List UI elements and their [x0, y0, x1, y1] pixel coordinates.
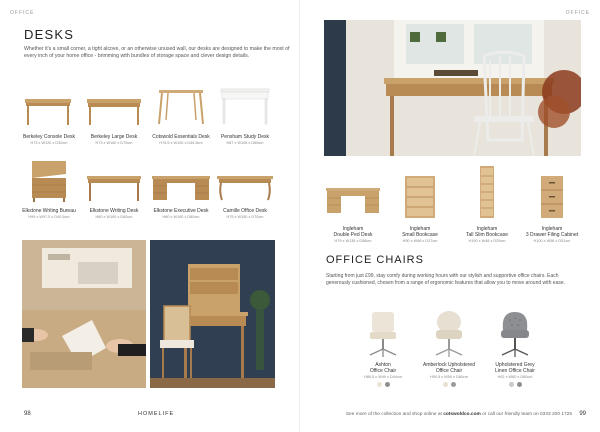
furniture-image — [452, 166, 522, 224]
product-cotswold-essentials[interactable] — [146, 84, 216, 145]
desks-intro: Whether it's a small corner, a tight alcove, or an otherwise unused wall, our desks are designed to make the most of every inch of your home office - brimming with bundles of storage space and clever design details. — [24, 46, 290, 59]
swatch-grey[interactable] — [385, 382, 390, 387]
product-subname: Tall Slim Bookcase — [466, 232, 508, 238]
desk-image — [146, 158, 216, 206]
product-name: Berkeley Console Desk — [23, 134, 75, 140]
product-dims: H190 x W48 x D29cm — [468, 239, 506, 243]
desk-image — [14, 84, 84, 132]
footer-note-text: See more of the collection and shop online at — [345, 412, 442, 417]
page-spine — [299, 0, 300, 432]
colour-swatches — [348, 382, 418, 387]
colour-swatches — [480, 382, 550, 387]
product-name: Elkstone Writing Bureau — [22, 208, 76, 214]
product-name: Ingleham — [409, 226, 431, 232]
desk-image — [14, 158, 84, 206]
product-subname: Linen Office Chair — [495, 368, 535, 374]
desks-heading: DESKS — [24, 27, 75, 42]
product-dims: H90.5 x W59 x D60cm — [430, 375, 468, 379]
product-name: Elkstone Writing Desk — [89, 208, 139, 214]
chair-image — [348, 308, 418, 360]
product-upholstered-grey-chair[interactable] — [480, 308, 550, 387]
footer-website-link[interactable]: cotswoldco.com — [443, 412, 481, 417]
product-name: Amberlock Upholstered — [423, 362, 475, 368]
chair-image — [480, 308, 550, 360]
running-head-right: OFFICE — [565, 10, 590, 16]
product-ashton-chair[interactable] — [348, 308, 418, 387]
product-dims: H99 x W97.5 x D40.5cm — [28, 215, 70, 219]
product-elkstone-bureau[interactable] — [14, 158, 84, 219]
product-dims: H86.5 x W49 x D44cm — [364, 375, 402, 379]
product-name: Ingleham — [476, 226, 498, 232]
swatch-grey[interactable] — [517, 382, 522, 387]
product-berkeley-console[interactable] — [14, 84, 84, 145]
product-dims: H87 x W105 x D65cm — [226, 141, 264, 145]
office-chairs-intro: Starting from just £99, stay comfy during working hours with our stylish and supportive office chairs. Each generously cushioned, chosen from a range of ergonomic features that allow you to move around with ease. — [326, 273, 566, 286]
product-ingleham-filing-cabinet[interactable] — [517, 176, 587, 243]
product-ingleham-small-bookcase[interactable] — [385, 176, 455, 243]
product-subname: Office Chair — [435, 368, 463, 374]
colour-swatches — [414, 382, 484, 387]
product-name: Ashton — [375, 362, 391, 368]
lifestyle-photo-writing — [22, 240, 146, 388]
product-name: Elkstone Executive Desk — [153, 208, 209, 214]
chair-image — [414, 308, 484, 360]
swatch-linen[interactable] — [443, 382, 448, 387]
furniture-image — [517, 176, 587, 224]
footer-note — [340, 412, 572, 417]
product-subname: Office Chair — [369, 368, 397, 374]
folio-left: 98 — [24, 411, 31, 417]
product-camille-office[interactable] — [210, 158, 280, 219]
product-elkstone-writing[interactable] — [79, 158, 149, 219]
lifestyle-photo-office-corner — [150, 240, 275, 388]
folio-right: 99 — [579, 411, 586, 417]
product-dims: H76.5 x W100 x D45.5cm — [159, 141, 203, 145]
product-dims: H79 x W135 x D58cm — [334, 239, 372, 243]
product-name: Upholstered Grey — [495, 362, 535, 368]
swatch-cream[interactable] — [377, 382, 382, 387]
product-subname: Double Ped Desk — [333, 232, 373, 238]
product-amberlock-chair[interactable] — [414, 308, 484, 387]
swatch-light-grey[interactable] — [509, 382, 514, 387]
product-name: Cotswold Essentials Desk — [152, 134, 210, 140]
running-head-left: OFFICE — [10, 10, 35, 16]
product-dims: H92 x W60 x D60cm — [497, 375, 533, 379]
product-subname: Small Bookcase — [402, 232, 438, 238]
product-ingleham-desk[interactable] — [318, 176, 388, 243]
product-dims: H90 x W68 x D37cm — [402, 239, 438, 243]
desk-image — [210, 84, 280, 132]
brand-mark: HOMELIFE — [138, 411, 175, 417]
product-dims: H73 x W160 x D70cm — [95, 141, 133, 145]
product-name: Ingleham — [541, 226, 563, 232]
product-dims: H80 x W160 x D60cm — [95, 215, 133, 219]
product-name: Pensham Study Desk — [220, 134, 270, 140]
product-dims: H100 x W58 x D51cm — [533, 239, 571, 243]
product-pensham-study[interactable] — [210, 84, 280, 145]
product-dims: H73 x W120 x D30cm — [30, 141, 68, 145]
product-ingleham-tall-bookcase[interactable] — [452, 166, 522, 243]
swatch-grey[interactable] — [451, 382, 456, 387]
footer-note-tail: or call our friendly team on 0333 200 1725 — [482, 412, 572, 417]
product-dims: H80 x W160 x D80cm — [162, 215, 200, 219]
furniture-image — [318, 176, 388, 224]
desk-image — [79, 84, 149, 132]
product-berkeley-large[interactable] — [79, 84, 149, 145]
desk-image — [146, 84, 216, 132]
product-elkstone-executive[interactable] — [146, 158, 216, 219]
desk-image — [79, 158, 149, 206]
product-subname: 3 Drawer Filing Cabinet — [525, 232, 579, 238]
hero-photo-study — [324, 20, 581, 156]
furniture-image — [385, 176, 455, 224]
product-name: Camille Office Desk — [223, 208, 267, 214]
product-name: Berkeley Large Desk — [90, 134, 138, 140]
product-name: Ingleham — [342, 226, 364, 232]
office-chairs-heading: OFFICE CHAIRS — [326, 254, 424, 266]
desk-image — [210, 158, 280, 206]
product-dims: H75 x W150 x D70cm — [226, 215, 264, 219]
